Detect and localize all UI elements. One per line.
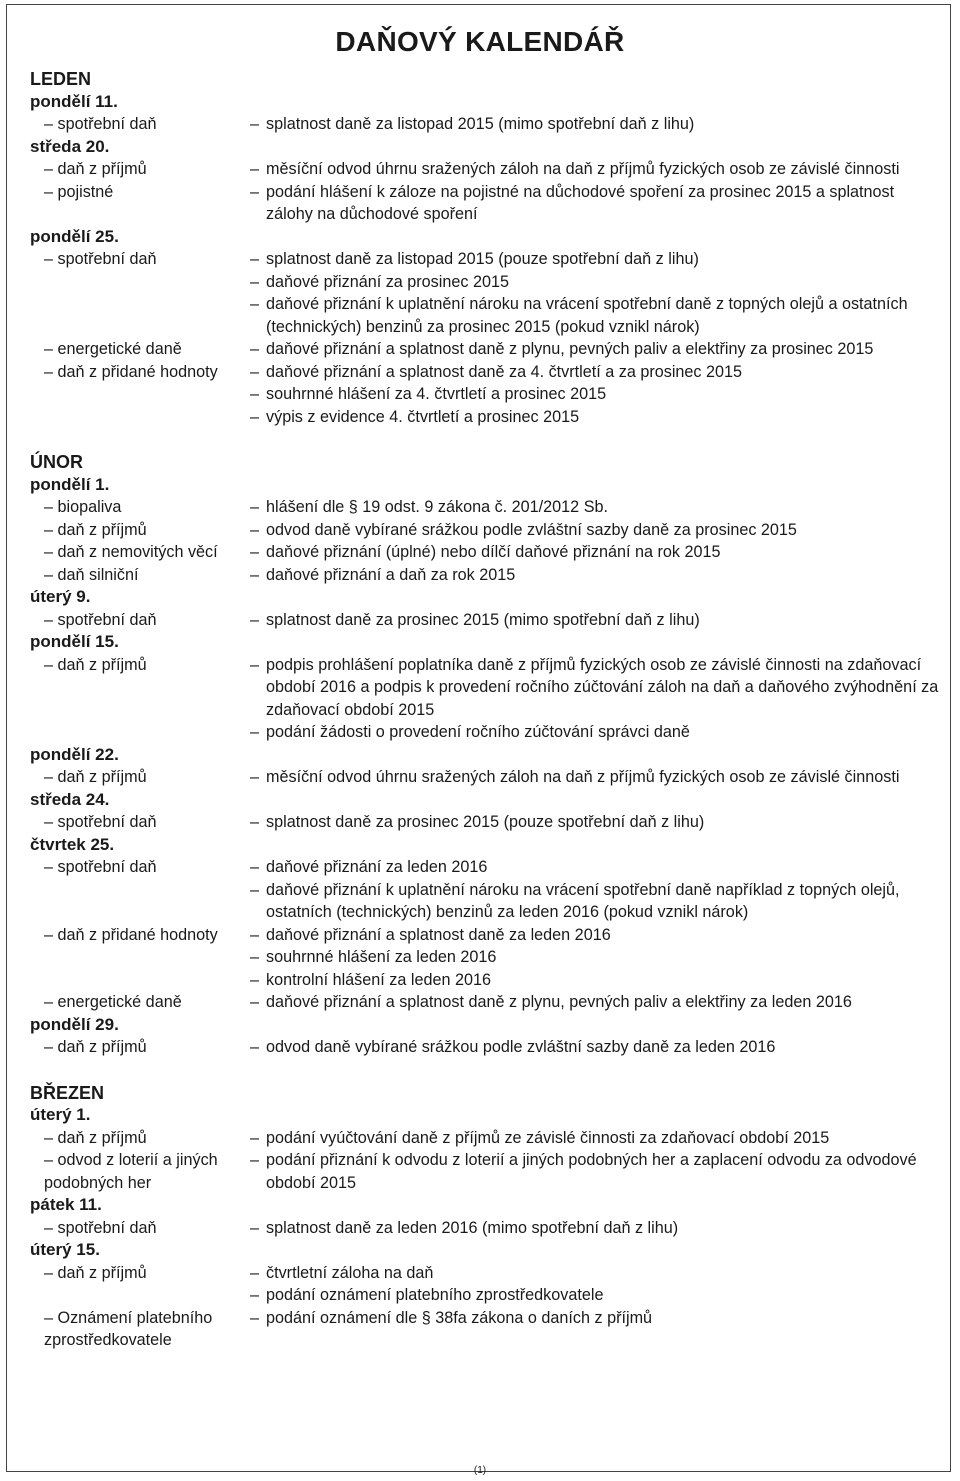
obligation-item: [250, 721, 940, 744]
calendar-content: [30, 68, 940, 1352]
day-heading: středa 24.: [30, 789, 110, 809]
obligation-item: [250, 969, 940, 992]
tax-entry: [30, 338, 940, 361]
obligation-item: [250, 181, 940, 226]
obligation-list: [250, 1262, 940, 1307]
dash-bullet: –: [250, 948, 260, 966]
obligation-text: podání oznámení platebního zprostředkovatele: [266, 1286, 604, 1304]
obligation-item: [250, 271, 940, 294]
obligation-list: [250, 811, 940, 834]
tax-entry: [30, 766, 940, 789]
day-heading: pondělí 1.: [30, 474, 110, 494]
obligation-text: souhrnné hlášení za leden 2016: [266, 948, 497, 966]
obligation-text: výpis z evidence 4. čtvrtletí a prosinec 2015: [266, 407, 580, 426]
obligation-list: [250, 338, 940, 361]
obligation-list: [250, 496, 940, 519]
tax-entry: [30, 181, 940, 226]
obligation-text: splatnost daně za listopad 2015 (mimo spotřební daň z lihu): [266, 115, 695, 133]
tax-type-label: – spotřební daň: [44, 610, 157, 629]
tax-entry: [30, 1149, 940, 1194]
tax-type-label: – daň z příjmů: [44, 1263, 147, 1282]
obligation-item: [250, 496, 940, 519]
obligation-list: [250, 1149, 940, 1194]
day-heading: pondělí 22.: [30, 744, 119, 764]
dash-bullet: –: [250, 970, 260, 989]
obligation-item: [250, 564, 940, 587]
obligation-list: [250, 1036, 940, 1059]
tax-entry: [30, 924, 940, 992]
obligation-item: [250, 1217, 940, 1240]
dash-bullet: –: [250, 723, 260, 741]
dash-bullet: –: [250, 880, 260, 899]
tax-type-label: – spotřební daň: [44, 250, 157, 268]
obligation-text: splatnost daně za prosinec 2015 (pouze spotřební daň z lihu): [266, 813, 705, 831]
obligation-text: čtvrtletní záloha na daň: [266, 1263, 434, 1282]
tax-entry: [30, 248, 940, 338]
dash-bullet: –: [250, 565, 260, 584]
tax-type-label: – daň z příjmů: [44, 1128, 147, 1147]
tax-entry: [30, 811, 940, 834]
obligation-text: daňové přiznání (úplné) nebo dílčí daňové přiznání na rok 2015: [266, 543, 721, 561]
obligation-text: daňové přiznání za leden 2016: [266, 858, 488, 876]
obligation-text: podpis prohlášení poplatníka daně z příjmů fyzických osob ze závislé činnosti na zdaňovací období 2016 a podpis k provedení ročního zúčtování záloh na daň a daňového zvýhodnění za zdaňovací období 2015: [266, 655, 939, 719]
obligation-item: [250, 406, 940, 429]
tax-type-label: – spotřební daň: [44, 858, 157, 876]
day-heading: pondělí 25.: [30, 226, 119, 246]
obligation-text: daňové přiznání a splatnost daně z plynu, pevných paliv a elektřiny za prosinec 2015: [266, 340, 874, 358]
obligation-list: [250, 766, 940, 789]
obligation-item: [250, 946, 940, 969]
obligation-item: [250, 158, 940, 181]
dash-bullet: –: [250, 858, 260, 876]
obligation-text: daňové přiznání a splatnost daně z plynu, pevných paliv a elektřiny za leden 2016: [266, 993, 852, 1011]
day-heading: pondělí 15.: [30, 632, 119, 651]
tax-type-label: – daň z příjmů: [44, 160, 147, 178]
dash-bullet: –: [250, 272, 260, 291]
obligation-item: [250, 1127, 940, 1150]
dash-bullet: –: [250, 1218, 260, 1237]
obligation-item: [250, 293, 940, 338]
obligation-text: odvod daně vybírané srážkou podle zvláštní sazby daně za leden 2016: [266, 1038, 776, 1056]
obligation-item: [250, 991, 940, 1014]
obligation-item: [250, 1262, 940, 1285]
obligation-list: [250, 519, 940, 542]
tax-entry: [30, 1307, 940, 1352]
page-number: (1): [473, 1465, 487, 1476]
obligation-text: splatnost daně za listopad 2015 (pouze spotřební daň z lihu): [266, 250, 699, 268]
month-heading: LEDEN: [30, 69, 92, 89]
dash-bullet: –: [250, 768, 260, 786]
obligation-list: [250, 1217, 940, 1240]
tax-entry: [30, 1036, 940, 1059]
obligation-item: [250, 654, 940, 722]
tax-type-label: – spotřební daň: [44, 115, 157, 133]
tax-type-label: – energetické daně: [44, 340, 182, 358]
obligation-item: [250, 519, 940, 542]
tax-entry: [30, 519, 940, 542]
dash-bullet: –: [250, 1308, 260, 1327]
dash-bullet: –: [250, 1151, 260, 1169]
obligation-item: [250, 541, 940, 564]
tax-entry: [30, 496, 940, 519]
tax-type-label: – daň z nemovitých věcí: [44, 543, 218, 561]
tax-type-label: – Oznámení platebního zprostředkovatele: [44, 1308, 213, 1349]
dash-bullet: –: [250, 385, 260, 403]
obligation-item: [250, 1284, 940, 1307]
obligation-text: hlášení dle § 19 odst. 9 zákona č. 201/2012 Sb.: [266, 498, 608, 516]
tax-entry: [30, 654, 940, 744]
dash-bullet: –: [250, 520, 260, 539]
obligation-text: podání oznámení dle § 38fa zákona o daních z příjmů: [266, 1308, 653, 1327]
obligation-text: daňové přiznání k uplatnění nároku na vrácení spotřební daně z topných olejů a ostatních (technických) benzinů za prosinec 2015 (pokud vznikl nárok): [266, 295, 908, 336]
obligation-item: [250, 879, 940, 924]
obligation-item: [250, 1307, 940, 1330]
tax-entry: [30, 609, 940, 632]
dash-bullet: –: [250, 160, 260, 178]
obligation-list: [250, 564, 940, 587]
tax-entry: [30, 541, 940, 564]
month-heading: BŘEZEN: [30, 1082, 105, 1103]
dash-bullet: –: [250, 182, 260, 201]
obligation-text: souhrnné hlášení za 4. čtvrtletí a prosinec 2015: [266, 385, 607, 403]
obligation-text: daňové přiznání a daň za rok 2015: [266, 565, 516, 584]
obligation-text: splatnost daně za leden 2016 (mimo spotřební daň z lihu): [266, 1218, 679, 1237]
day-heading: úterý 1.: [30, 1105, 91, 1124]
tax-type-label: – daň z příjmů: [44, 520, 147, 539]
obligation-text: kontrolní hlášení za leden 2016: [266, 970, 491, 989]
obligation-item: [250, 361, 940, 384]
obligation-text: odvod daně vybírané srážkou podle zvláštní sazby daně za prosinec 2015: [266, 520, 797, 539]
obligation-item: [250, 766, 940, 789]
tax-type-label: – daň silniční: [44, 565, 139, 584]
tax-type-label: – daň z přidané hodnoty: [44, 925, 218, 944]
obligation-item: [250, 248, 940, 271]
obligation-list: [250, 991, 940, 1014]
day-heading: pondělí 29.: [30, 1014, 119, 1034]
obligation-list: [250, 113, 940, 136]
dash-bullet: –: [250, 295, 260, 313]
tax-type-label: – daň z přidané hodnoty: [44, 362, 218, 381]
tax-entry: [30, 564, 940, 587]
obligation-text: podání hlášení k záloze na pojistné na důchodové spoření za prosinec 2015 a splatnost zálohy na důchodové spoření: [266, 182, 895, 223]
tax-entry: [30, 1217, 940, 1240]
obligation-list: [250, 1127, 940, 1150]
dash-bullet: –: [250, 407, 260, 426]
obligation-text: měsíční odvod úhrnu sražených záloh na daň z příjmů fyzických osob ze závislé činnosti: [266, 768, 900, 786]
obligation-text: daňové přiznání za prosinec 2015: [266, 272, 509, 291]
obligation-list: [250, 181, 940, 226]
obligation-item: [250, 338, 940, 361]
dash-bullet: –: [250, 340, 260, 358]
dash-bullet: –: [250, 543, 260, 561]
dash-bullet: –: [250, 498, 260, 516]
tax-type-label: – odvod z loterií a jiných podobných her: [44, 1151, 218, 1192]
day-heading: úterý 9.: [30, 587, 91, 606]
obligation-list: [250, 361, 940, 429]
dash-bullet: –: [250, 925, 260, 944]
obligation-item: [250, 1036, 940, 1059]
day-heading: pondělí 11.: [30, 91, 118, 111]
obligation-text: splatnost daně za prosinec 2015 (mimo spotřební daň z lihu): [266, 610, 700, 629]
tax-type-label: – biopaliva: [44, 498, 122, 516]
obligation-text: měsíční odvod úhrnu sražených záloh na daň z příjmů fyzických osob ze závislé činnosti: [266, 160, 900, 178]
day-heading: úterý 15.: [30, 1240, 100, 1259]
tax-entry: [30, 991, 940, 1014]
tax-type-label: – energetické daně: [44, 993, 182, 1011]
dash-bullet: –: [250, 1038, 260, 1056]
dash-bullet: –: [250, 993, 260, 1011]
tax-entry: [30, 1127, 940, 1150]
obligation-list: [250, 1307, 940, 1352]
tax-type-label: – daň z příjmů: [44, 655, 147, 674]
obligation-list: [250, 609, 940, 632]
obligation-text: podání vyúčtování daně z příjmů ze závislé činnosti za zdaňovací období 2015: [266, 1128, 830, 1147]
tax-type-label: – spotřební daň: [44, 813, 157, 831]
obligation-text: daňové přiznání a splatnost daně za 4. čtvrtletí a za prosinec 2015: [266, 362, 743, 381]
dash-bullet: –: [250, 1286, 260, 1304]
tax-type-label: – spotřební daň: [44, 1218, 157, 1237]
obligation-text: daňové přiznání k uplatnění nároku na vrácení spotřební daně například z topných olejů, ostatních (technických) benzinů za leden 2016 (pokud vznikl nárok): [266, 880, 900, 921]
obligation-list: [250, 924, 940, 992]
obligation-item: [250, 856, 940, 879]
obligation-list: [250, 158, 940, 181]
obligation-item: [250, 924, 940, 947]
obligation-list: [250, 654, 940, 744]
day-heading: středa 20.: [30, 136, 110, 156]
tax-entry: [30, 113, 940, 136]
obligation-item: [250, 1149, 940, 1194]
obligation-item: [250, 811, 940, 834]
tax-type-label: – pojistné: [44, 182, 114, 201]
obligation-item: [250, 113, 940, 136]
dash-bullet: –: [250, 362, 260, 381]
tax-type-label: – daň z příjmů: [44, 1038, 147, 1056]
dash-bullet: –: [250, 250, 260, 268]
dash-bullet: –: [250, 1128, 260, 1147]
tax-entry: [30, 361, 940, 429]
tax-entry: [30, 158, 940, 181]
obligation-text: podání přiznání k odvodu z loterií a jiných podobných her a zaplacení odvodu za odvodové období 2015: [266, 1151, 917, 1192]
tax-entry: [30, 1262, 940, 1307]
dash-bullet: –: [250, 813, 260, 831]
page-title: DAŇOVÝ KALENDÁŘ: [335, 26, 625, 57]
obligation-text: podání žádosti o provedení ročního zúčtování správci daně: [266, 723, 690, 741]
dash-bullet: –: [250, 115, 260, 133]
dash-bullet: –: [250, 610, 260, 629]
month-heading: ÚNOR: [30, 452, 83, 472]
tax-entry: [30, 856, 940, 924]
obligation-list: [250, 248, 940, 338]
obligation-list: [250, 541, 940, 564]
obligation-item: [250, 609, 940, 632]
dash-bullet: –: [250, 655, 260, 674]
obligation-item: [250, 383, 940, 406]
tax-type-label: – daň z příjmů: [44, 768, 147, 786]
obligation-list: [250, 856, 940, 924]
day-heading: pátek 11.: [30, 1195, 102, 1214]
day-heading: čtvrtek 25.: [30, 834, 115, 854]
obligation-text: daňové přiznání a splatnost daně za leden 2016: [266, 925, 611, 944]
dash-bullet: –: [250, 1263, 260, 1282]
